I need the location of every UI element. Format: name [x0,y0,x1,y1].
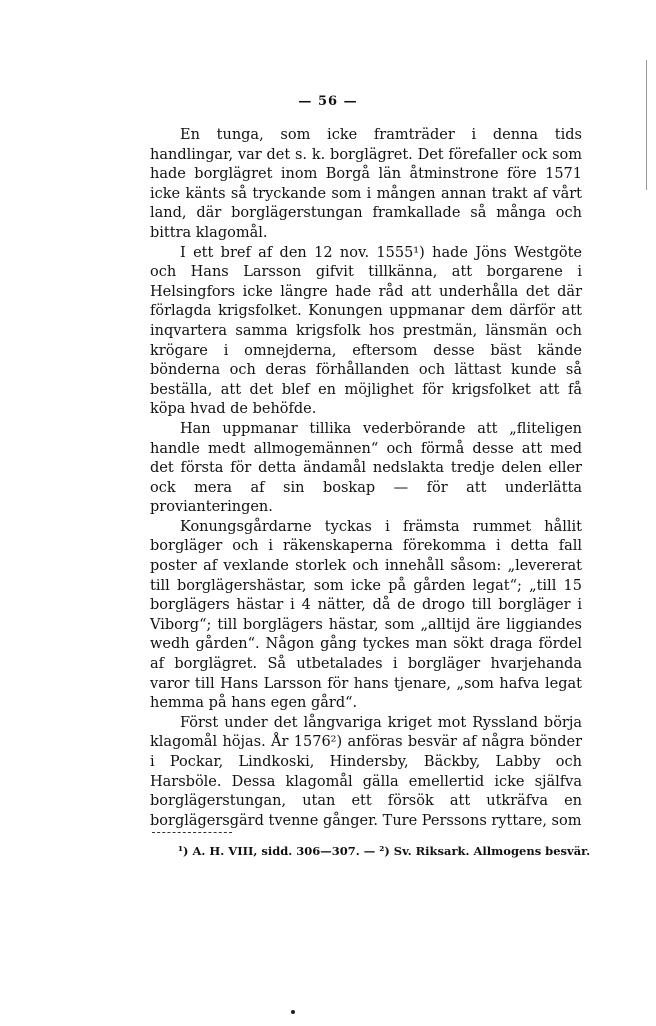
paragraph: Han uppmanar tillika vederbörande att „fliteligen handle medt allmogemännen“ och förmå desse att med det första för detta ändamål nedslakta tredje delen eller ock mera af sin boskap — för att underlätta provianteringen. [150,420,582,516]
body-text [150,126,582,831]
paragraph: Konungsgårdarne tyckas i främsta rummet hållit borgläger och i räkenskaperna förekomma i detta fall poster af vexlande storlek och innehåll såsom: „levererat till borglägershästar, som icke på gården legat“; „till 15 borglägers hästar i 4 nätter, då de drogo till borgläger i Viborg“; till borglägers hästar, som „alltijd äre liggiandes wedh gården“. Någon gång tyckes man sökt draga fördel af borglägret. Så utbetalades i borgläger hvarjehanda varor till Hans Larsson för hans tjenare, „som hafva legat hemma på hans egen gård“. [150,518,582,712]
footnote-separator [152,832,232,833]
page-edge-line [646,60,647,190]
paragraph: I ett bref af den 12 nov. 1555¹) hade Jöns Westgöte och Hans Larsson gifvit tillkänna, att borgarene i Helsingfors icke längre hade råd att underhålla det där förlagda krigsfolket. Konungen uppmanar dem därför att inqvartera samma krigsfolk hos prestmän, länsmän och krögare i omnejderna, eftersom desse bäst kände bönderna och deras förhållanden och lättast kunde så beställa, att det blef en möjlighet för krigsfolket att få köpa hvad de behöfde. [150,244,582,418]
paragraph: En tunga, som icke framträder i denna tids handlingar, var det s. k. borglägret. Det förefaller ock som hade borglägret inom Borgå län åtminstrone före 1571 icke känts så tryckande som i mången annan trakt af vårt land, där borglägerstungan framkallade så många och bittra klagomål. [150,127,582,241]
footnotes: ¹) A. H. VIII, sidd. 306—307. — ²) Sv. Riksark. Allmogens besvär. [178,844,591,858]
page-number: — 56 — [298,94,358,109]
paragraph: Först under det långvariga kriget mot Ryssland börja klagomål höjas. År 1576²) anföras besvär af några bönder i Pockar, Lindkoski, Hindersby, Bäckby, Labby och Harsböle. Dessa klagomål gälla emellertid icke själfva borglägerstungan, utan ett försök att utkräfva en borglägersgärd tvenne gånger. Ture Perssons ryttare, som [150,714,582,829]
page-speck [291,1010,295,1014]
